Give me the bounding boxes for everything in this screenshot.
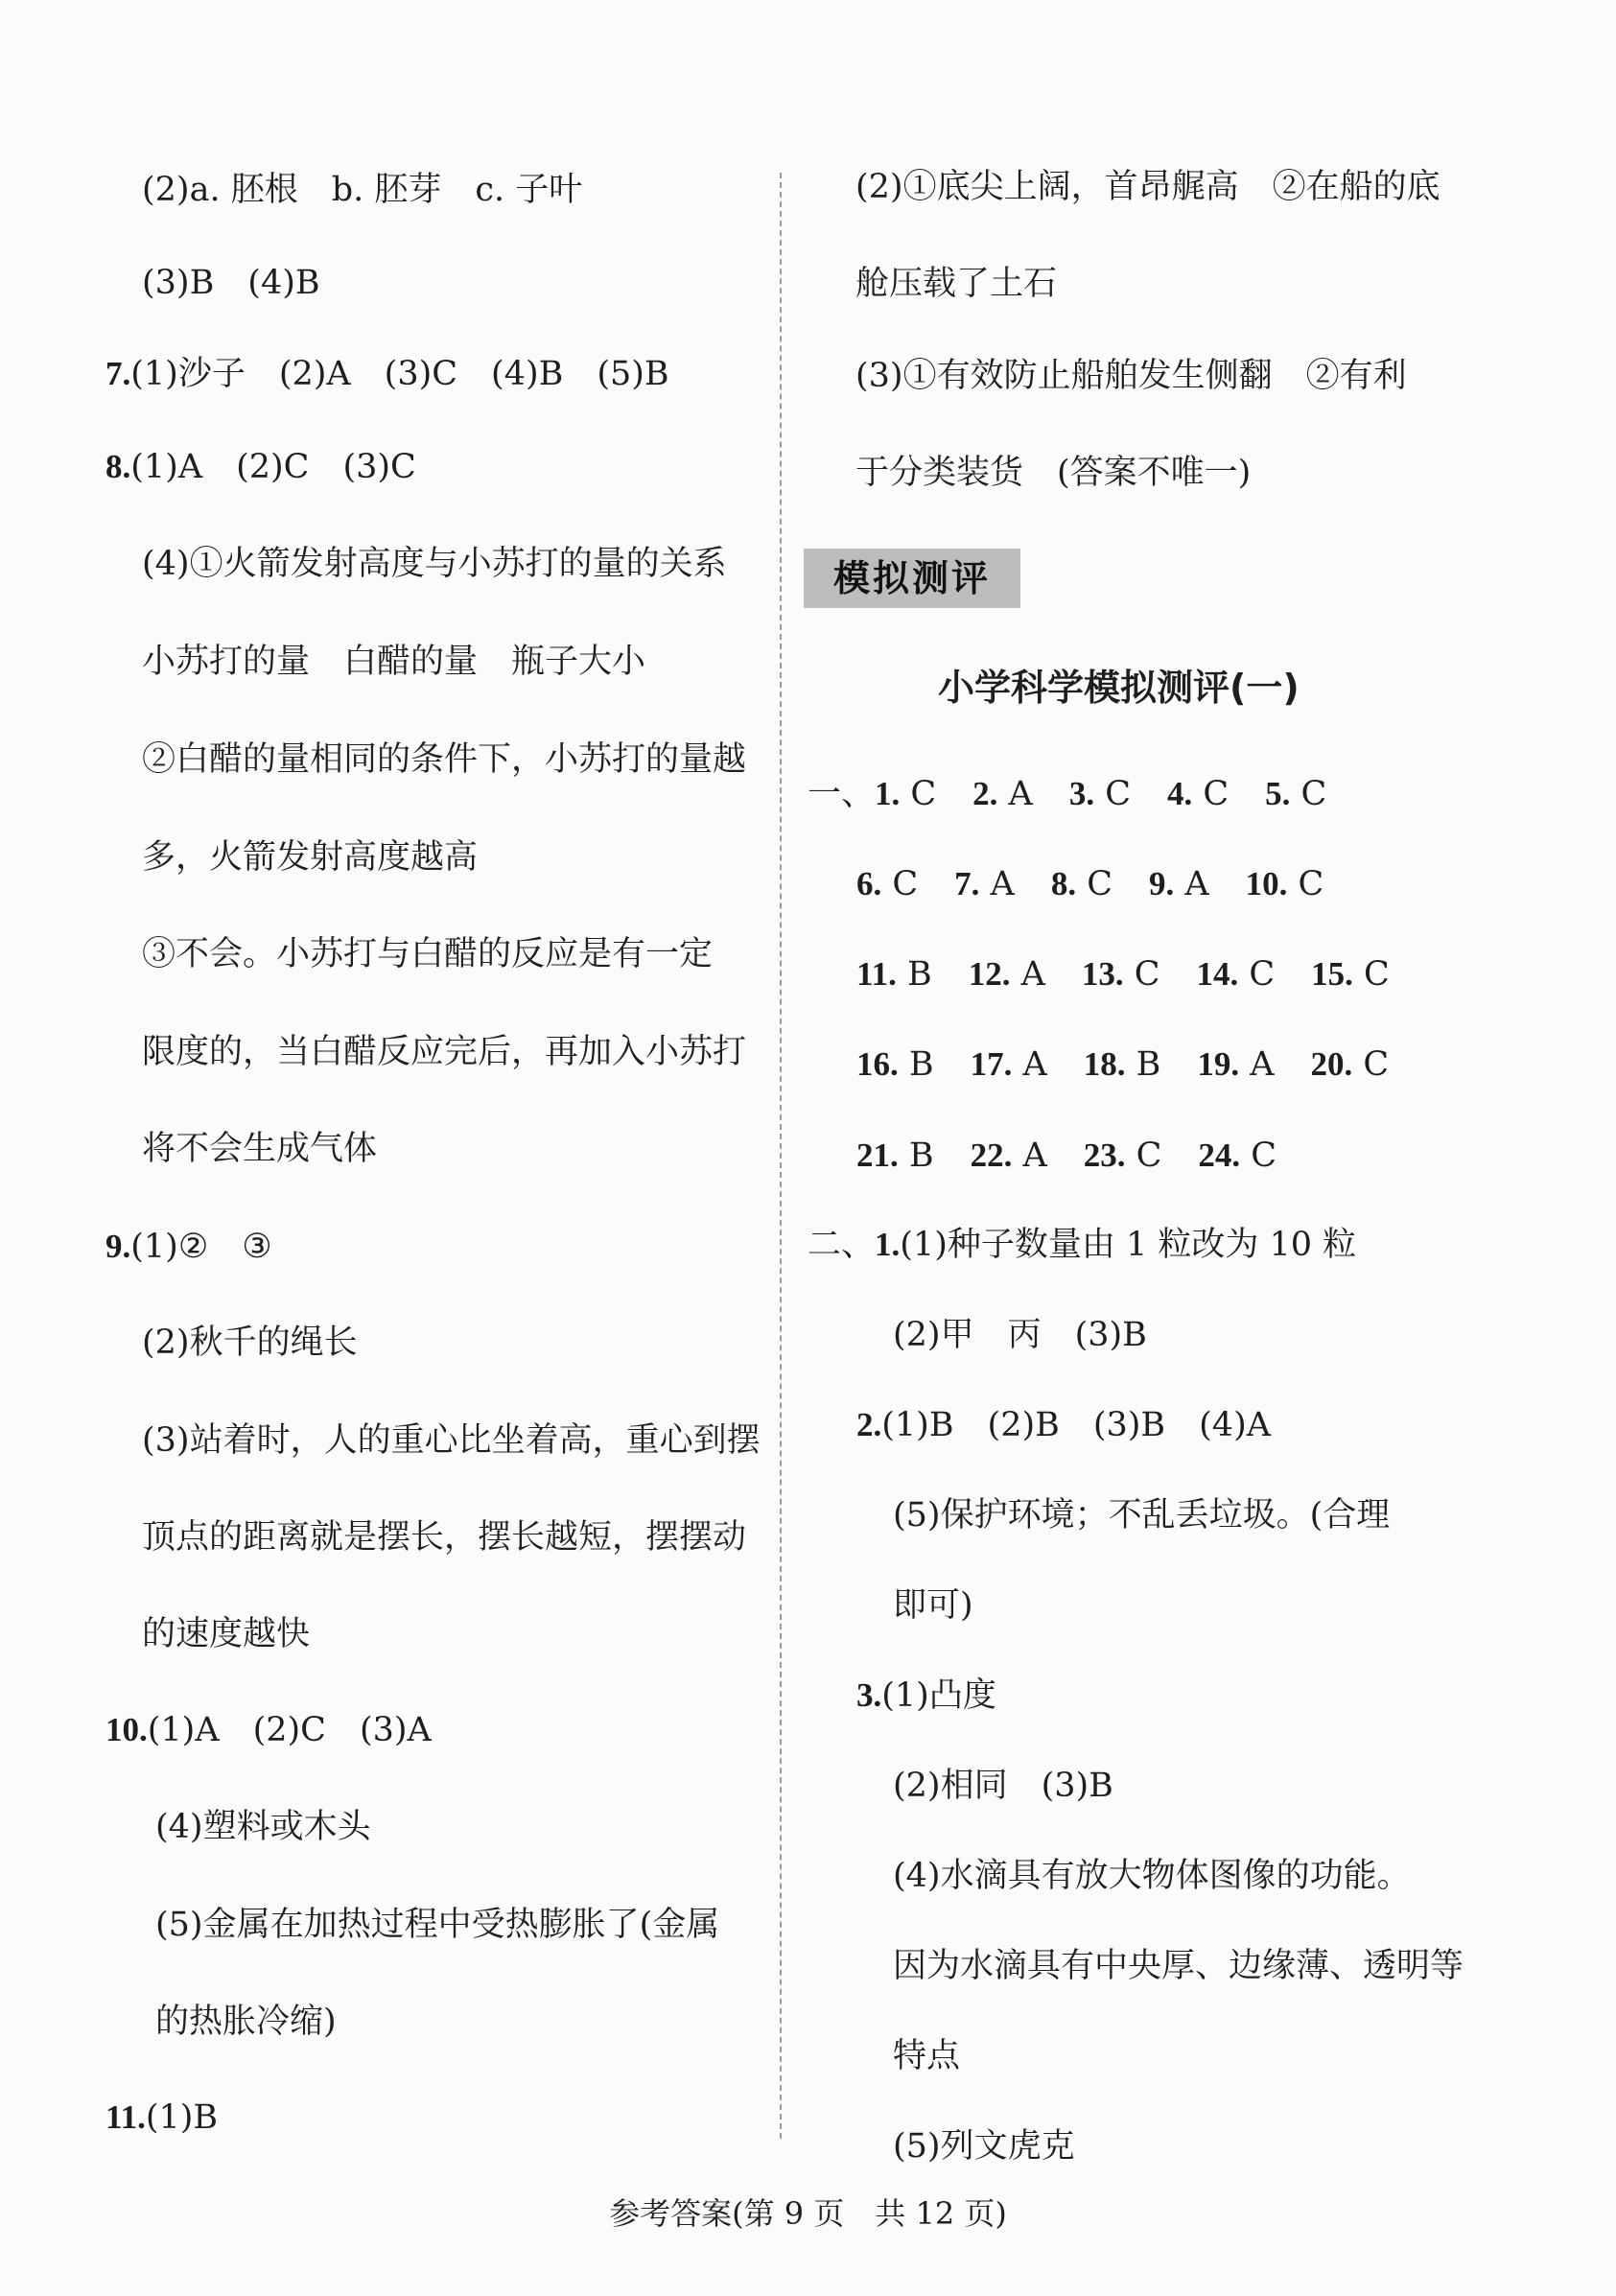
question-number: 1. <box>875 1226 901 1263</box>
answer-line <box>142 643 645 681</box>
answer-line <box>856 1676 996 1715</box>
answer-text: 于分类装货 (答案不唯一) <box>855 454 1252 492</box>
page-footer: 参考答案(第 9 页 共 12 页) <box>609 2195 1007 2232</box>
mc-answer-row <box>808 775 1326 813</box>
mc-answer <box>856 1045 934 1084</box>
answer-line <box>893 2127 1075 2166</box>
answer-letter: C <box>1076 865 1112 903</box>
mc-answer <box>972 775 1033 813</box>
question-number: 18. <box>1083 1045 1126 1083</box>
answer-text: 舱压载了土石 <box>855 265 1058 303</box>
question-number: 11. <box>105 2098 146 2136</box>
answer-line <box>855 168 1440 206</box>
answer-text: (1)A (2)C (3)A <box>147 1711 432 1749</box>
answer-letter: A <box>1010 955 1045 994</box>
question-number: 12. <box>968 955 1011 993</box>
answer-text: (1)B (2)B (3)B (4)A <box>881 1406 1271 1444</box>
answer-text: 小苏打的量 白醋的量 瓶子大小 <box>142 643 646 681</box>
mc-answer-row <box>856 1045 1389 1084</box>
answer-letter: A <box>1174 865 1209 903</box>
answer-line <box>105 1228 272 1266</box>
answer-text: (5)金属在加热过程中受热膨胀了(金属 <box>155 1906 720 1944</box>
answer-text: ②白醋的量相同的条件下，小苏打的量越 <box>142 740 747 779</box>
mc-answer <box>1082 955 1160 994</box>
answer-letter: B <box>898 1136 934 1175</box>
answer-letter: C <box>1352 955 1390 994</box>
answer-line <box>142 935 713 973</box>
answer-letter: C <box>1094 775 1131 813</box>
mc-answer <box>971 1136 1047 1175</box>
answer-letter: A <box>1239 1045 1275 1084</box>
answer-line <box>142 1421 761 1460</box>
mc-answer <box>1084 1045 1161 1084</box>
answer-line <box>808 1226 1356 1264</box>
answer-letter: C <box>1290 775 1327 813</box>
answer-letter: B <box>1125 1045 1161 1084</box>
answer-line <box>142 740 746 779</box>
mc-answer <box>1265 775 1326 813</box>
question-number: 24. <box>1198 1136 1241 1174</box>
answer-text: (2)相同 (3)B <box>893 1767 1113 1805</box>
answer-letter: C <box>1238 955 1276 994</box>
answer-line <box>142 1615 310 1653</box>
answer-line <box>142 171 582 209</box>
answer-letter: B <box>896 955 932 994</box>
question-number: 16. <box>856 1045 899 1083</box>
mc-answer <box>1051 865 1112 903</box>
question-number: 15. <box>1311 955 1353 993</box>
answer-letter: A <box>997 775 1033 813</box>
mc-answer <box>1198 1136 1276 1175</box>
answer-text: 限度的，当白醋反应完后，再加入小苏打 <box>142 1033 747 1071</box>
answer-text: (1)A (2)C (3)C <box>130 448 416 486</box>
answer-text: 顶点的距离就是摆长，摆长越短，摆摆动 <box>142 1518 747 1557</box>
answer-line <box>105 1711 432 1749</box>
answer-text: (2)甲 丙 (3)B <box>893 1316 1147 1354</box>
answer-text: (2)a. 胚根 b. 胚芽 c. 子叶 <box>142 171 583 209</box>
answer-text: (4)水滴具有放大物体图像的功能。 <box>893 1857 1411 1895</box>
answer-line <box>855 265 1057 303</box>
answer-line <box>855 357 1407 395</box>
question-number: 10. <box>105 1711 148 1748</box>
question-number: 1. <box>875 775 901 812</box>
answer-line <box>142 838 478 877</box>
answer-line <box>142 1518 746 1557</box>
answer-line <box>155 1906 719 1944</box>
answer-line <box>893 1767 1113 1805</box>
answer-text: 即可) <box>893 1586 973 1625</box>
answer-line <box>855 454 1251 492</box>
answer-text: (1)B <box>145 2098 219 2137</box>
question-number: 7. <box>105 355 131 392</box>
mc-answer <box>1084 1136 1162 1175</box>
question-number: 3. <box>856 1676 882 1714</box>
answer-letter: C <box>1125 1136 1162 1175</box>
question-number: 7. <box>954 865 980 902</box>
answer-letter: A <box>979 865 1015 903</box>
answer-text: 的热胀冷缩) <box>155 2003 337 2041</box>
answer-text: (5)保护环境；不乱丢垃圾。(合理 <box>893 1496 1391 1535</box>
question-number: 9. <box>1148 865 1175 902</box>
answer-letter: C <box>1352 1045 1390 1084</box>
mc-answer <box>1069 775 1131 813</box>
answer-line <box>105 2098 218 2137</box>
answer-line <box>893 1316 1147 1354</box>
answer-letter: C <box>1123 955 1160 994</box>
question-number: 6. <box>856 865 882 902</box>
answer-letter: A <box>1012 1136 1047 1175</box>
question-number: 21. <box>856 1136 899 1174</box>
answer-line <box>142 1130 377 1168</box>
part-label: 一、 <box>808 775 876 813</box>
question-number: 22. <box>970 1136 1013 1174</box>
mc-answer <box>1311 1045 1390 1084</box>
column-divider <box>780 173 782 2139</box>
mc-answer <box>954 865 1015 903</box>
question-number: 5. <box>1265 775 1291 812</box>
mc-answer <box>1197 955 1276 994</box>
mc-answer <box>856 1136 934 1175</box>
part-label: 二、 <box>808 1226 876 1264</box>
question-number: 11. <box>856 955 897 993</box>
answer-text: 因为水滴具有中央厚、边缘薄、透明等 <box>893 1947 1464 1985</box>
answer-line <box>893 1496 1390 1535</box>
answer-line <box>856 1406 1271 1444</box>
answer-letter: C <box>900 775 937 813</box>
answer-letter: C <box>1192 775 1230 813</box>
mc-answer-row <box>856 955 1390 994</box>
answer-text: (4)塑料或木头 <box>155 1808 371 1846</box>
answer-text: (2)秋千的绳长 <box>142 1324 358 1362</box>
answer-line <box>105 448 416 486</box>
answer-letter: C <box>1240 1136 1277 1175</box>
answer-letter: B <box>898 1045 934 1084</box>
question-number: 3. <box>1068 775 1095 812</box>
answer-text: 多，火箭发射高度越高 <box>142 838 479 877</box>
answer-line <box>142 545 727 583</box>
question-number: 8. <box>1050 865 1077 902</box>
answer-line <box>893 1947 1464 1985</box>
answer-text: 的速度越快 <box>142 1615 311 1653</box>
mc-answer <box>1197 1045 1274 1084</box>
answer-text: ③不会。小苏打与白醋的反应是有一定 <box>142 935 714 973</box>
answer-line <box>155 1808 371 1846</box>
answer-text: (3)①有效防止船舶发生侧翻 ②有利 <box>855 357 1407 395</box>
answer-letter: A <box>1012 1045 1047 1084</box>
question-number: 2. <box>856 1406 882 1443</box>
question-number: 13. <box>1081 955 1124 993</box>
section-tag: 模拟测评 <box>804 549 1020 608</box>
mc-answer <box>1311 955 1390 994</box>
mc-answer <box>856 955 932 994</box>
answer-line <box>142 1033 746 1071</box>
question-number: 10. <box>1245 865 1288 902</box>
question-number: 4. <box>1166 775 1193 812</box>
answer-letter: C <box>1287 865 1324 903</box>
question-number: 17. <box>970 1045 1013 1083</box>
answer-line <box>893 1586 973 1625</box>
question-number: 19. <box>1197 1045 1240 1083</box>
answer-line <box>105 355 669 393</box>
answer-text: (1)种子数量由 1 粒改为 10 粒 <box>900 1226 1357 1264</box>
answer-line <box>142 1324 358 1362</box>
answer-text: (1)② ③ <box>130 1228 272 1266</box>
mc-answer <box>1167 775 1229 813</box>
answer-text: (2)①底尖上阔，首昂艉高 ②在船的底 <box>855 168 1440 206</box>
answer-text: (1)沙子 (2)A (3)C (4)B (5)B <box>130 355 669 393</box>
question-number: 2. <box>972 775 998 812</box>
answer-text: (3)B (4)B <box>142 264 320 302</box>
mc-answer <box>1149 865 1209 903</box>
question-number: 20. <box>1310 1045 1353 1083</box>
answer-text: (5)列文虎克 <box>893 2127 1075 2166</box>
question-number: 14. <box>1196 955 1239 993</box>
answer-line <box>142 264 320 302</box>
answer-line <box>893 2037 960 2075</box>
answer-text: (1)凸度 <box>881 1676 996 1715</box>
mc-answer <box>1246 865 1324 903</box>
answer-text: (3)站着时，人的重心比坐着高，重心到摆 <box>142 1421 761 1460</box>
answer-text: 特点 <box>893 2037 961 2075</box>
mc-answer <box>875 775 936 813</box>
question-number: 8. <box>105 448 131 485</box>
mc-answer-row <box>856 1136 1276 1175</box>
mc-answer <box>856 865 918 903</box>
answer-text: 将不会生成气体 <box>142 1130 378 1168</box>
answer-text: (4)①火箭发射高度与小苏打的量的关系 <box>142 545 727 583</box>
answer-line <box>155 2003 337 2041</box>
mc-answer <box>971 1045 1047 1084</box>
question-number: 9. <box>105 1228 131 1265</box>
exam-title: 小学科学模拟测评(一) <box>938 667 1300 709</box>
answer-letter: C <box>881 865 919 903</box>
mc-answer <box>969 955 1045 994</box>
question-number: 23. <box>1083 1136 1126 1174</box>
answer-line <box>893 1857 1411 1895</box>
mc-answer-row <box>856 865 1323 903</box>
